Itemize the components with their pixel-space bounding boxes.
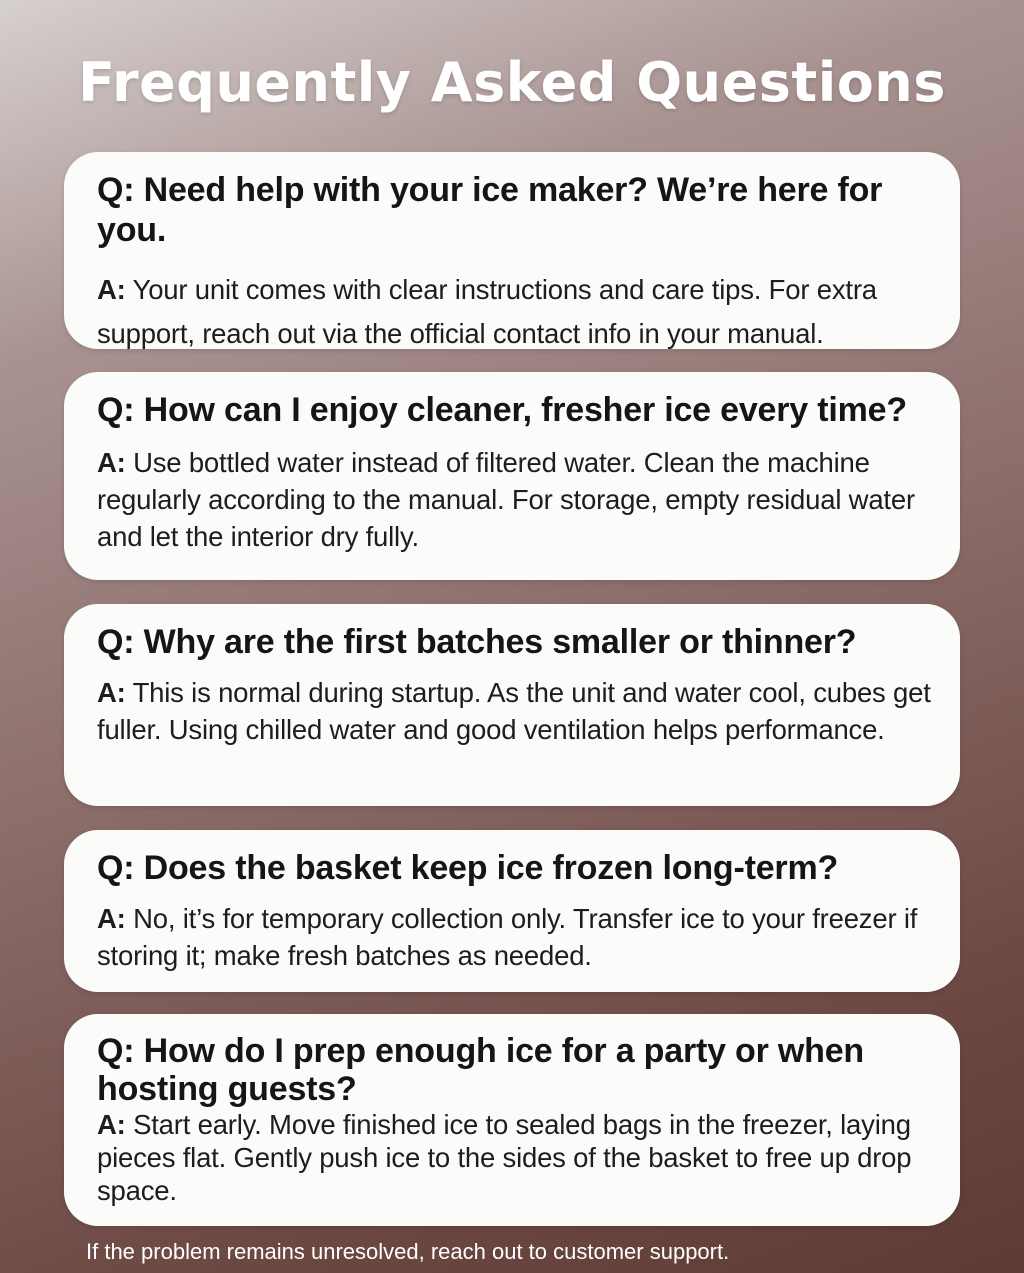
answer-text: This is normal during startup. As the unit and water cool, cubes get fuller. Using chilled water and good ventilation helps performance. — [97, 677, 931, 745]
faq-question: Q: How do I prep enough ice for a party or when hosting guests? — [97, 1032, 864, 1108]
faq-answer — [97, 1108, 936, 1207]
answer-text: Start early. Move finished ice to sealed bags in the freezer, laying pieces flat. Gently push ice to the sides of the basket to free up drop space. — [97, 1109, 912, 1206]
page-title: Frequently Asked Questions — [78, 51, 946, 114]
answer-prefix: A: — [97, 677, 126, 708]
faq-answer — [97, 268, 936, 356]
faq-card — [64, 372, 960, 580]
answer-prefix: A: — [97, 274, 126, 305]
answer-prefix: A: — [97, 447, 126, 478]
faq-question: Q: Need help with your ice maker? We’re here for you. — [97, 171, 883, 249]
answer-text: Use bottled water instead of filtered water. Clean the machine regularly according to the manual. For storage, empty residual water and let the interior dry fully. — [97, 447, 915, 552]
faq-question: Q: Does the basket keep ice frozen long-term? — [97, 849, 839, 887]
answer-prefix: A: — [97, 1109, 126, 1140]
answer-text: Your unit comes with clear instructions and care tips. For extra support, reach out via the official contact info in your manual. — [97, 274, 877, 349]
faq-card — [64, 1014, 960, 1226]
footer-note: If the problem remains unresolved, reach out to customer support. — [86, 1239, 730, 1264]
faq-question: Q: Why are the first batches smaller or thinner? — [97, 623, 857, 661]
answer-text: No, it’s for temporary collection only. Transfer ice to your freezer if storing it; make fresh batches as needed. — [97, 903, 918, 971]
faq-answer — [97, 900, 936, 974]
faq-question: Q: How can I enjoy cleaner, fresher ice every time? — [97, 391, 907, 429]
faq-card — [64, 830, 960, 992]
answer-prefix: A: — [97, 903, 126, 934]
faq-card — [64, 604, 960, 806]
faq-card — [64, 152, 960, 349]
faq-answer — [97, 674, 936, 748]
faq-answer — [97, 444, 936, 555]
